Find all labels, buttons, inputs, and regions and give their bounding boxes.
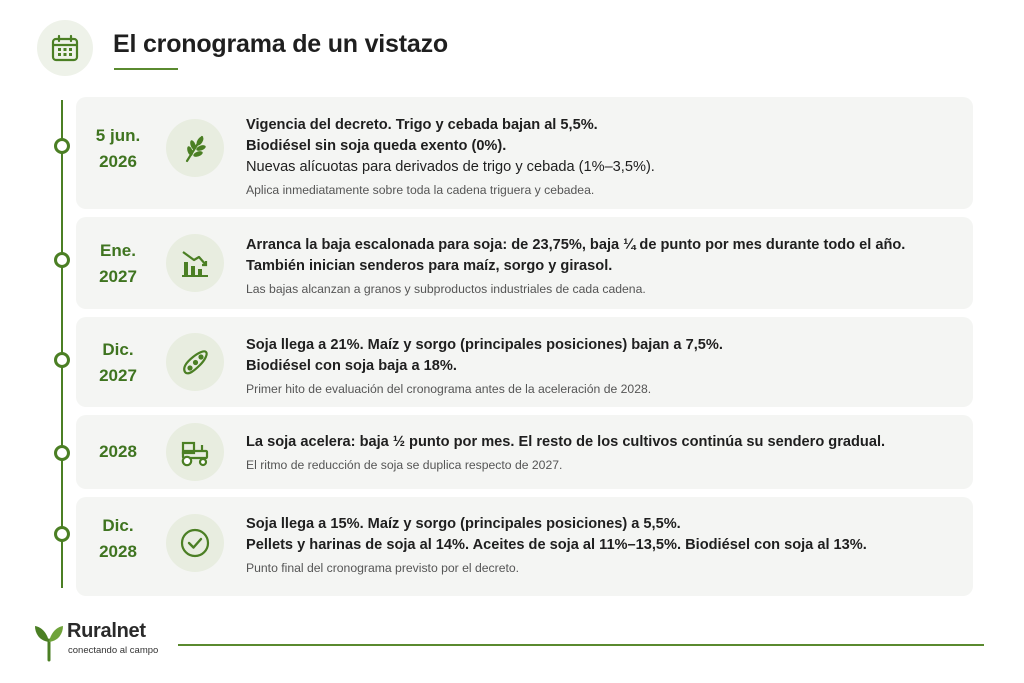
page-title: El cronograma de un vistazo bbox=[113, 30, 448, 58]
brand-tagline: conectando al campo bbox=[68, 645, 159, 656]
timeline-entry bbox=[76, 317, 973, 407]
sprout-logo-icon bbox=[33, 622, 65, 662]
timeline-dot bbox=[54, 445, 70, 461]
check-circle-icon bbox=[178, 526, 212, 560]
entry-note: Aplica inmediatamente sobre toda la cadena triguera y cebadea. bbox=[246, 183, 595, 197]
tractor-icon bbox=[177, 435, 213, 469]
timeline-dot bbox=[54, 352, 70, 368]
entry-line: Soja llega a 21%. Maíz y sorgo (principales posiciones) bajan a 7,5%. bbox=[246, 337, 723, 353]
date-line-1: Ene. bbox=[100, 241, 136, 260]
entry-line: Soja llega a 15%. Maíz y sorgo (principales posiciones) a 5,5%. bbox=[246, 516, 681, 532]
entry-note: El ritmo de reducción de soja se duplica respecto de 2027. bbox=[246, 458, 563, 472]
date-line-2: 2027 bbox=[99, 267, 137, 286]
entry-icon-circle bbox=[166, 423, 224, 481]
date-line-1: Dic. bbox=[102, 516, 134, 535]
timeline-line bbox=[61, 100, 63, 588]
entry-content bbox=[246, 335, 966, 399]
timeline-dot bbox=[54, 138, 70, 154]
entry-note: Primer hito de evaluación del cronograma antes de la aceleración de 2028. bbox=[246, 382, 652, 396]
entry-icon-circle bbox=[166, 234, 224, 292]
timeline-date bbox=[76, 123, 160, 175]
date-line-2: 2028 bbox=[99, 542, 137, 561]
footer-divider bbox=[178, 644, 984, 646]
entry-line: La soja acelera: baja ½ punto por mes. El resto de los cultivos continúa su sendero gradual. bbox=[246, 434, 886, 450]
date-line-1: 2028 bbox=[99, 442, 137, 461]
timeline-dot bbox=[54, 526, 70, 542]
timeline-dot bbox=[54, 252, 70, 268]
header-icon-circle bbox=[37, 20, 93, 76]
entry-line: También inician senderos para maíz, sorgo y girasol. bbox=[246, 258, 613, 274]
wheat-icon bbox=[178, 131, 212, 165]
calendar-icon bbox=[50, 33, 80, 63]
timeline-entry bbox=[76, 415, 973, 489]
timeline-date bbox=[76, 337, 160, 389]
date-line-1: 5 jun. bbox=[95, 126, 141, 145]
soybean-pod-icon bbox=[178, 345, 212, 379]
entry-content bbox=[246, 432, 966, 475]
entry-content bbox=[246, 514, 966, 578]
entry-note: Las bajas alcanzan a granos y subproductos industriales de cada cadena. bbox=[246, 282, 646, 296]
entry-content bbox=[246, 115, 966, 200]
brand-name: Ruralnet bbox=[67, 620, 146, 642]
entry-line: Nuevas alícuotas para derivados de trigo y cebada (1%–3,5%). bbox=[246, 159, 655, 175]
entry-line: Arranca la baja escalonada para soja: de 23,75%, baja ¼ de punto por mes durante todo el año. bbox=[246, 237, 906, 253]
date-line-1: Dic. bbox=[102, 340, 134, 359]
date-line-2: 2026 bbox=[99, 152, 137, 171]
entry-line: Biodiésel sin soja queda exento (0%). bbox=[246, 138, 507, 154]
timeline-entry bbox=[76, 217, 973, 309]
entry-icon-circle bbox=[166, 119, 224, 177]
timeline-entry bbox=[76, 97, 973, 209]
entry-content bbox=[246, 235, 966, 299]
entry-line: Biodiésel con soja baja a 18%. bbox=[246, 358, 457, 374]
timeline-entry bbox=[76, 497, 973, 596]
timeline-date bbox=[76, 439, 160, 465]
entry-line: Vigencia del decreto. Trigo y cebada bajan al 5,5%. bbox=[246, 117, 598, 133]
timeline-date bbox=[76, 513, 160, 565]
entry-icon-circle bbox=[166, 514, 224, 572]
entry-note: Punto final del cronograma previsto por el decreto. bbox=[246, 561, 520, 575]
bar-chart-down-icon bbox=[178, 246, 212, 280]
date-line-2: 2027 bbox=[99, 366, 137, 385]
timeline-date bbox=[76, 238, 160, 290]
title-underline bbox=[114, 68, 178, 70]
entry-line: Pellets y harinas de soja al 14%. Aceites de soja al 11%–13,5%. Biodiésel con soja al 13%. bbox=[246, 537, 867, 553]
entry-icon-circle bbox=[166, 333, 224, 391]
